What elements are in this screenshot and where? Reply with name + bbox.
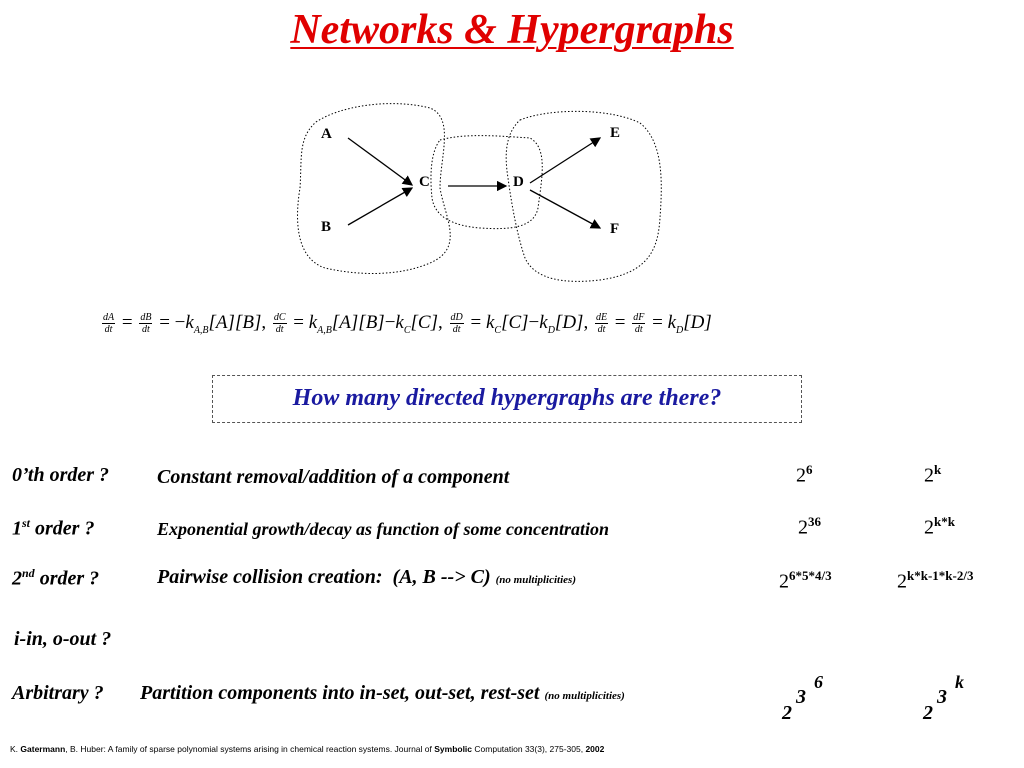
frac-dA-dt: $\frac{dA}{dt}$ xyxy=(103,312,115,336)
frac-dE-dt: $\frac{dE}{dt}$ xyxy=(595,312,608,336)
row-4-note: (no multiplicities) xyxy=(544,690,625,702)
rate-equations: $\frac{dA}{dt}$ = $\frac{dB}{dt}$ = $-k_{A,B}[A][B]$, $\frac{dC}{dt}$ = $k_{A,B}[A][B]-k_C[C]$, $\frac{dD}{dt}$ = $k_C[C]-k_D[D]$, $\frac{dE}{dt}$ = $\frac{dF}{dt}$ = $k_D[D]$ xyxy=(103,312,712,336)
frac-dC-dt: $\frac{dC}{dt}$ xyxy=(273,312,286,336)
frac-dF-dt: $\frac{dF}{dt}$ xyxy=(633,312,645,336)
hyperedge-middle-blob xyxy=(431,136,542,229)
node-c: C xyxy=(419,174,430,190)
citation: K. Gatermann, B. Huber: A family of sparse polynomial systems arising in chemical reaction systems. Journal of Symbolic Computation 33(3), 275-305, 2002 xyxy=(10,744,605,754)
slide-title: Networks & Hypergraphs xyxy=(290,7,734,53)
node-f: F xyxy=(610,221,620,237)
node-b: B xyxy=(321,219,332,235)
arrow-d-to-e xyxy=(530,138,600,183)
node-a: A xyxy=(321,126,332,142)
row-2-note: (no multiplicities) xyxy=(495,574,576,586)
row-4-description: Partition components into in-set, out-set, rest-set (no multiplicities) xyxy=(140,682,625,704)
hypergraph-diagram xyxy=(280,98,680,298)
row-0-value-1: $2^6$ xyxy=(796,462,813,487)
row-1-label: 1st order ? xyxy=(12,516,95,540)
arrow-d-to-f xyxy=(530,190,600,228)
row-1-description: Exponential growth/decay as function of some concentration xyxy=(157,519,610,539)
row-4-label: Arbitrary ? xyxy=(12,682,104,704)
row-1-value-2: $2^{k*k}$ xyxy=(924,514,955,539)
node-e: E xyxy=(610,125,621,141)
frac-dD-dt: $\frac{dD}{dt}$ xyxy=(450,312,463,336)
arrow-b-to-c xyxy=(348,188,412,225)
row-0-value-2: 2$^k$ xyxy=(924,462,942,487)
row-1-value-1: $2^{36}$ xyxy=(798,514,821,539)
node-d: D xyxy=(513,174,524,190)
row-0-label: 0’th order ? xyxy=(12,464,110,486)
row-2-description: Pairwise collision creation: (A, B --> C) (no multiplicities) xyxy=(157,566,576,588)
row-0-description: Constant removal/addition of a component xyxy=(157,466,510,488)
row-2-value-1: $2^{6*5*4/3}$ xyxy=(779,568,832,593)
arrow-a-to-c xyxy=(348,138,412,185)
row-2-label: 2nd order ? xyxy=(12,566,100,590)
row-4-value-1: 2 3 6 xyxy=(782,672,823,724)
row-3-label: i-in, o-out ? xyxy=(14,628,112,650)
hyperedge-right-blob xyxy=(506,111,661,281)
frac-dB-dt: $\frac{dB}{dt}$ xyxy=(140,312,152,336)
row-4-value-2: 2 3 k xyxy=(923,672,964,724)
question-text: How many directed hypergraphs are there? xyxy=(292,385,722,411)
row-2-value-2: $2^{k*k-1*k-2/3}$ xyxy=(897,568,974,593)
